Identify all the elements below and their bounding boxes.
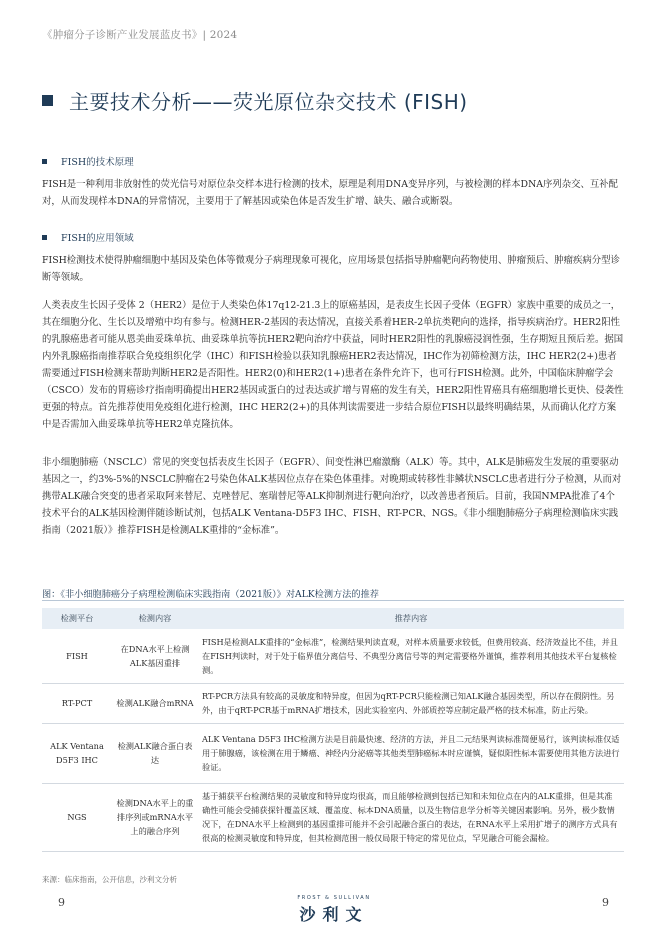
cell-content: 检测ALK融合蛋白表达 xyxy=(112,723,198,783)
cell-content: 在DNA水平上检测ALK基因重排 xyxy=(112,629,198,683)
cell-recommendation: ALK Ventana D5F3 IHC检测方法是目前最快速、经济的方法，并且二元结果判读标准简便易行，该判读标准仅适用于肺腺癌，该检测在用于鳞癌、神经内分泌癌等其他类型肺癌标本时应谨慎，疑似阳性标本需要使用其他方法进行验证。 xyxy=(198,723,624,783)
paragraph-nsclc: 非小细胞肺癌（NSCLC）常见的突变包括表皮生长因子（EGFR）、间变性淋巴瘤激酶（ALK）等。其中，ALK是肺癌发生发展的重要驱动基因之一，约3%-5%的NSCLC肿瘤在2号染色体ALK基因位点存在染色体重排。对晚期或转移性非鳞状NSCLC患者进行分子检测，从而对携带ALK融合突变的患者采取阿来替尼、克唑替尼、塞瑞替尼等ALK抑制剂进行靶向治疗，以改善患者预后。目前，我国NMPA批准了4个技术平台的ALK基因检测伴随诊断试剂，包括ALK Ventana-D5F3 IHC、FISH、RT-PCR、NGS。《非小细胞肺癌分子病理检测临床实践指南（2021版）》推荐FISH是检测ALK重排的“金标准”。 xyxy=(42,457,622,536)
paragraph-her2: 人类表皮生长因子受体 2（HER2）是位于人类染色体17q12-21.3上的原癌基因，是表皮生长因子受体（EGFR）家族中重要的成员之一，其在细胞分化、生长以及增殖中均有参与。检测HER-2基因的表达情况，直接关系着HER-2单抗类靶向的选择，指导疾病治疗。HER2阳性的乳腺癌患者可能从恩美曲妥珠单抗、曲妥珠单抗等抗HER2靶向治疗中获益，同时HER2阳性的乳腺癌浸润性强，生存期短且预后差。据国内外乳腺癌指南推荐联合免疫组织化学（IHC）和FISH检验以获知乳腺癌HER2表达情况，IHC作为初筛检测方法，IHC HER2(2+)患者需要通过FISH检测来帮助判断HER2是否阳性。HER2(0)和HER2(1+)患者在条件允许下，也可行FISH检测。此外，中国临床肿瘤学会（CSCO）发布的胃癌诊疗指南明确提出HER2基因或蛋白的过表达或扩增与胃癌的发生有关，HER2阳性胃癌具有癌细胞增长更快、侵袭性更强的特点。首先推荐使用免疫组化进行检测，IHC HER2(2+)的具体判读需要进一步结合原位FISH以最终明确结果，从而确认化疗方案中是否需加入曲妥珠单抗等HER2单克隆抗体。 xyxy=(42,300,624,430)
table-row xyxy=(42,683,624,723)
cell-content: 检测DNA水平上的重排序列或mRNA水平上的融合序列 xyxy=(112,783,198,851)
table-header-row xyxy=(42,608,624,629)
cell-content: 检测ALK融合mRNA xyxy=(112,683,198,723)
figure-source: 来源：临床指南，公开信息，沙利文分析 xyxy=(42,875,177,884)
section-title-row xyxy=(42,86,468,115)
subsection-principle-label: FISH的技术原理 xyxy=(61,157,134,168)
square-bullet-icon xyxy=(42,235,47,240)
paragraph-application: FISH检测技术使得肿瘤细胞中基因及染色体等微观分子病理现象可视化，应用场景包括指导肿瘤靶向药物使用、肿瘤预后、肿瘤疾病分型诊断等领域。 xyxy=(42,255,620,283)
paragraph-principle: FISH是一种利用非放射性的荧光信号对原位杂交样本进行检测的技术，原理是利用DNA变异序列，与被检测的样本DNA序列杂交、互补配对，从而发现样本DNA的异常情况，主要用于了解基因或染色体是否发生扩增、缺失、融合或断裂。 xyxy=(42,179,619,207)
cell-recommendation: RT-PCR方法具有较高的灵敏度和特异度，但因为qRT-PCR只能检测已知ALK融合基因类型，所以存在假阴性。另外，由于qRT-PCR基于mRNA扩增技术，因此实验室内、外部质控等应制定最严格的技术标准，防止污染。 xyxy=(198,683,624,723)
alk-methods-table xyxy=(42,608,624,852)
cell-platform: ALK Ventana D5F3 IHC xyxy=(42,723,112,783)
page-number-left: 9 xyxy=(58,896,65,909)
page-title: 主要技术分析——荧光原位杂交技术 (FISH) xyxy=(69,90,468,114)
frost-sullivan-logo xyxy=(282,895,386,925)
logo-english-text: FROST & SULLIVAN xyxy=(297,895,371,901)
subsection-principle xyxy=(42,154,134,168)
square-bullet-icon xyxy=(42,95,53,106)
figure-caption: 图：《非小细胞肺癌分子病理检测临床实践指南（2021版）》对ALK检测方法的推荐 xyxy=(42,589,379,600)
column-header-recommendation: 推荐内容 xyxy=(198,608,624,629)
column-header-content: 检测内容 xyxy=(112,608,198,629)
square-bullet-icon xyxy=(42,159,47,164)
page-number-right: 9 xyxy=(602,896,609,909)
table-row xyxy=(42,723,624,783)
subsection-application xyxy=(42,230,134,244)
cell-recommendation: FISH是检测ALK重排的“金标准”，检测结果判读直观，对样本质量要求较低，但费用较高、经济效益比不佳，并且在FISH判读时，对于处于临界值分离信号、不典型分离信号等的判定需要格外谨慎，推荐利用其他技术平台复核检测。 xyxy=(198,629,624,683)
subsection-application-label: FISH的应用领域 xyxy=(61,233,134,244)
cell-platform: RT-PCT xyxy=(42,683,112,723)
cell-platform: NGS xyxy=(42,783,112,851)
column-header-platform: 检测平台 xyxy=(42,608,112,629)
document-header: 《肿瘤分子诊断产业发展蓝皮书》| 2024 xyxy=(42,29,238,41)
logo-chinese-text: 沙利文 xyxy=(299,905,369,924)
cell-recommendation: 基于捕获平台检测结果的灵敏度和特异度均很高，而且能够检测到包括已知和未知位点在内的ALK重排，但是其准确性可能会受捕获探针覆盖区域、覆盖度、标本DNA质量，以及生物信息学分析等关键因素影响。另外，极少数情况下，在DNA水平上检测到的基因重排可能并不会引起融合蛋白的表达，在RNA水平上采用扩增子的测序方式具有很高的检测灵敏度和特异度，但其检测范围一般仅局限于特定的常见位点，罕见融合可能会漏检。 xyxy=(198,783,624,851)
table-row xyxy=(42,629,624,683)
table-row xyxy=(42,783,624,851)
cell-platform: FISH xyxy=(42,629,112,683)
figure-divider xyxy=(42,600,624,601)
